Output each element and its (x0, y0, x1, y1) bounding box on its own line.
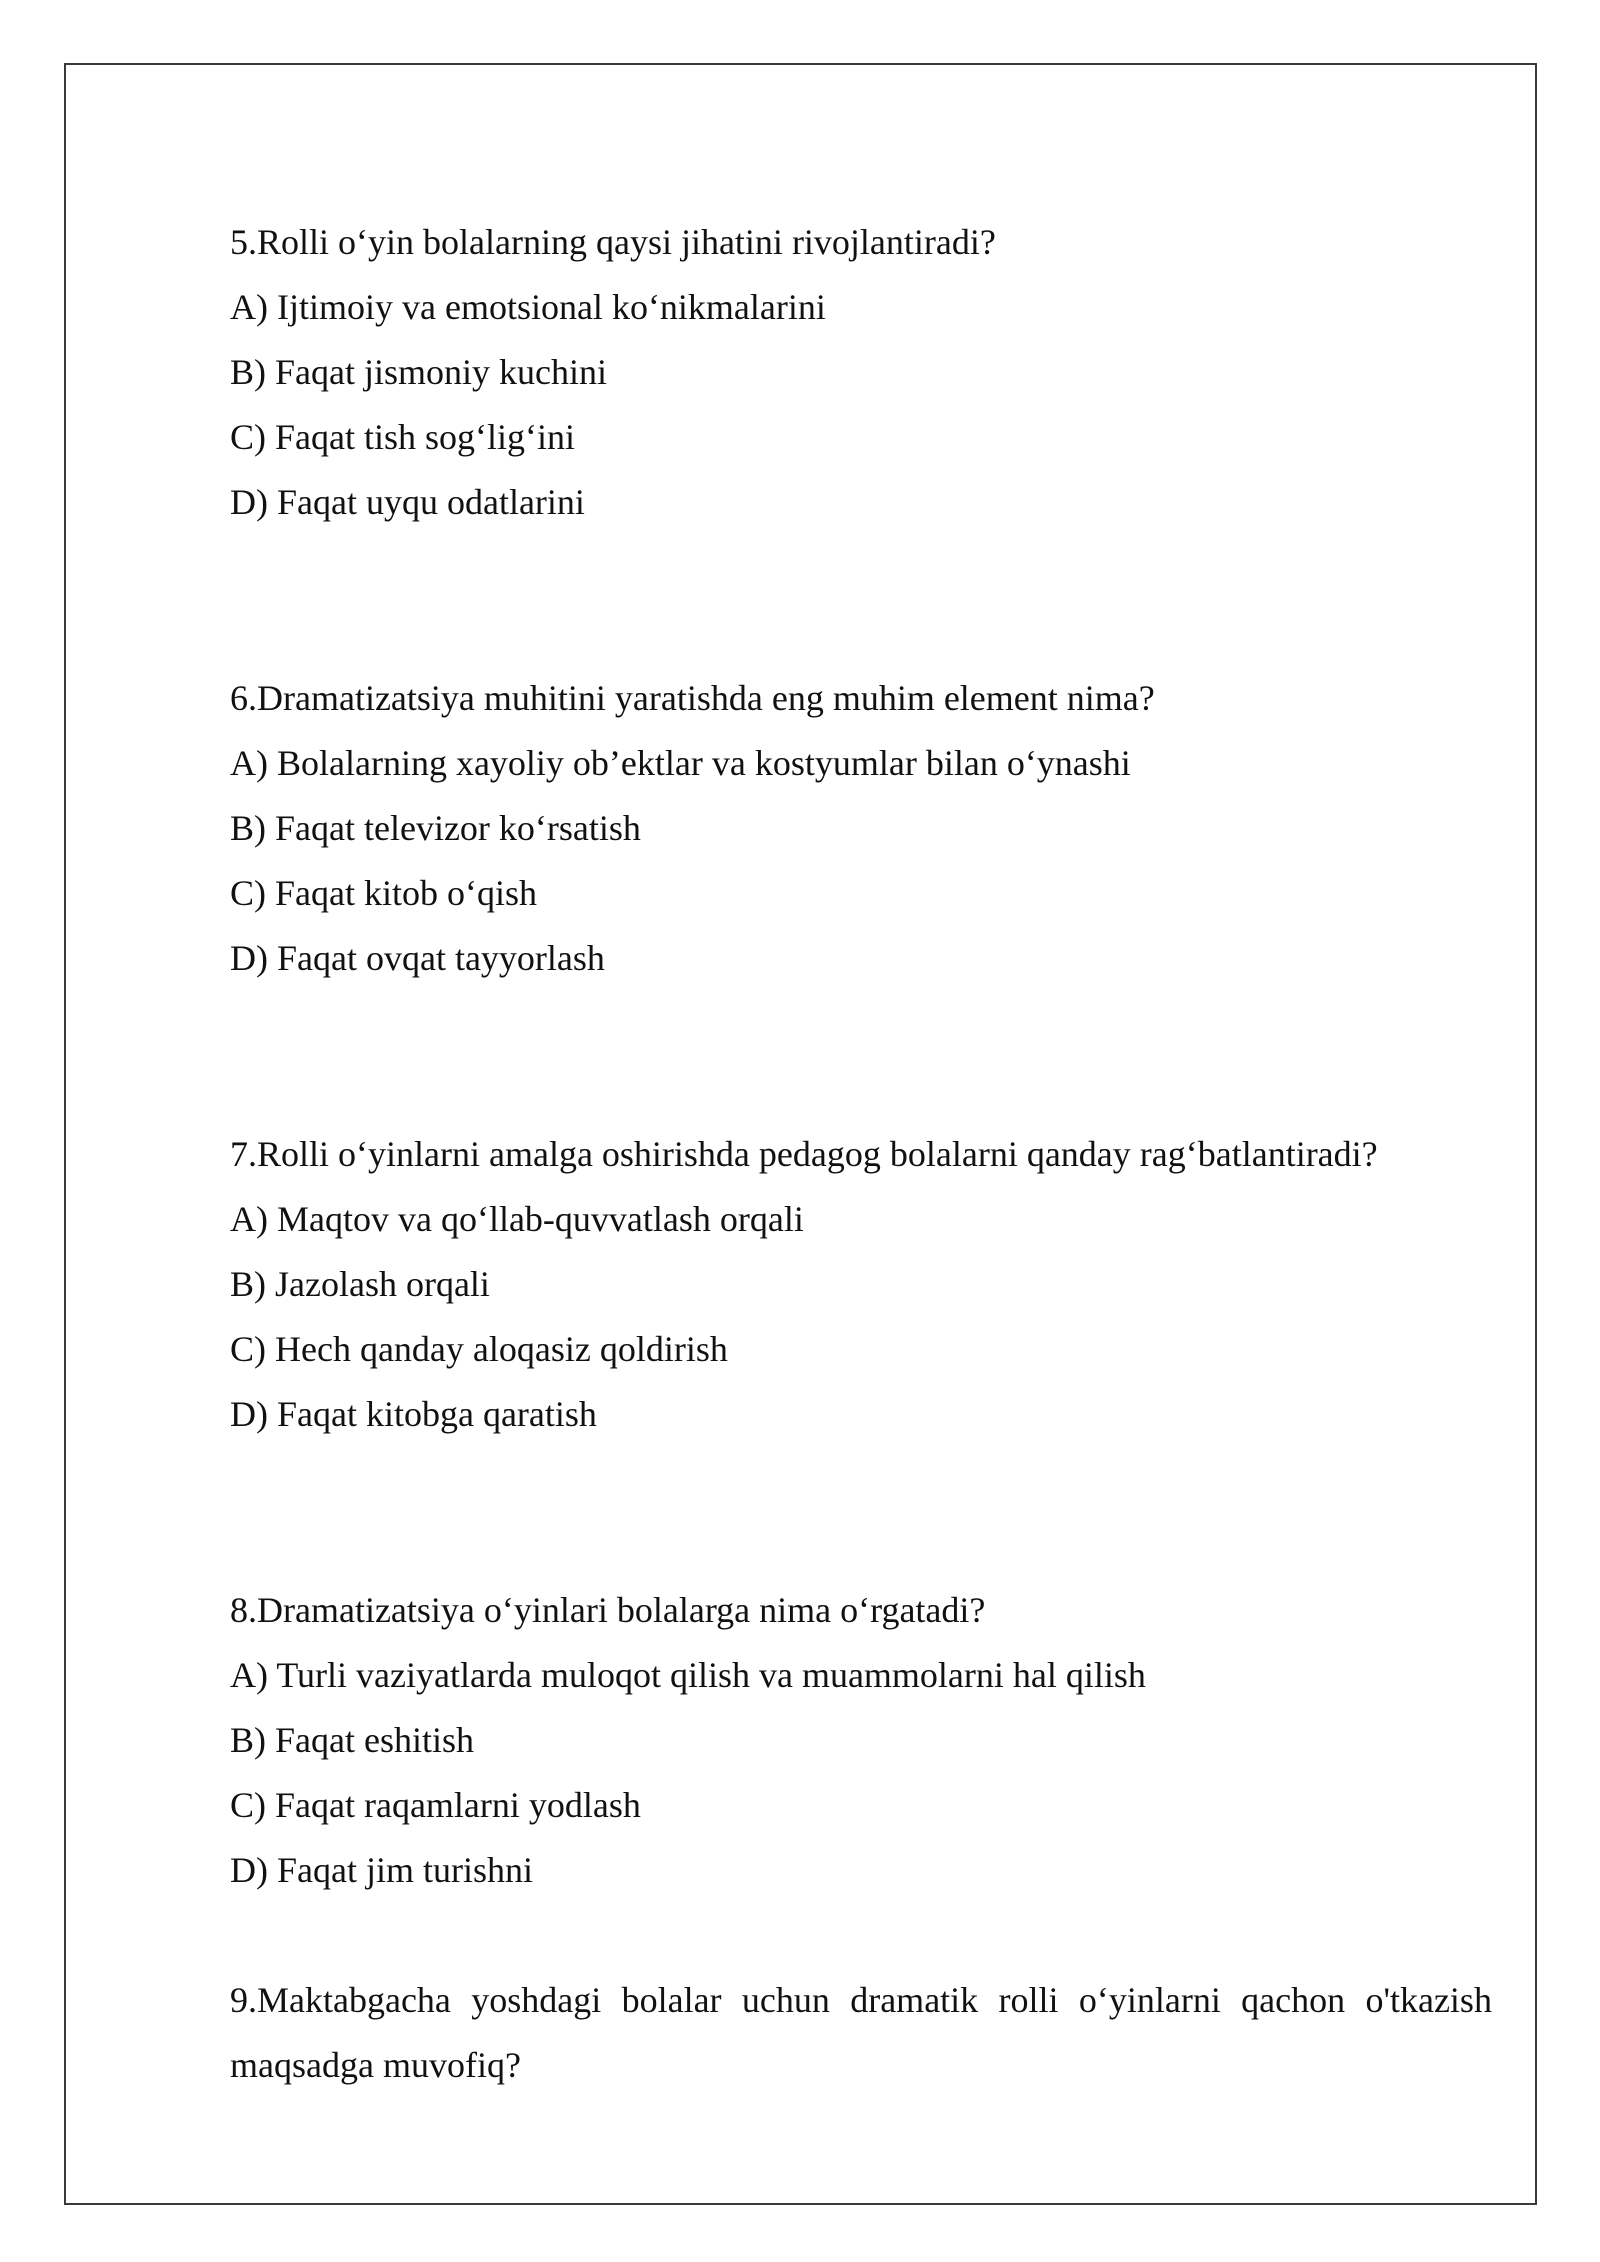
answer-option-d: D) Faqat kitobga qaratish (230, 1394, 597, 1434)
question-7 (230, 1122, 1492, 1447)
answer-option-d: D) Faqat jim turishni (230, 1850, 533, 1890)
answer-option-a: A) Maqtov va qo‘llab-quvvatlash orqali (230, 1199, 804, 1239)
word: bolalar (621, 1980, 722, 2020)
question-9 (230, 1968, 1492, 2098)
word: o'tkazish (1365, 1980, 1492, 2020)
word: qachon (1241, 1980, 1346, 2020)
spacer (230, 1903, 1492, 1968)
document-content (230, 210, 1492, 2098)
question-text: 7.Rolli o‘yinlarni amalga oshirishda pedagog bolalarni qanday rag‘batlantiradi? (230, 1134, 1378, 1174)
answer-option-a: A) Bolalarning xayoliy ob’ektlar va kostyumlar bilan o‘ynashi (230, 743, 1131, 783)
word: o‘yinlarni (1078, 1980, 1221, 2020)
word: uchun (741, 1980, 830, 2020)
spacer (230, 1447, 1492, 1578)
answer-option-c: C) Faqat kitob o‘qish (230, 873, 537, 913)
spacer (230, 991, 1492, 1122)
answer-option-a: A) Turli vaziyatlarda muloqot qilish va muammolarni hal qilish (230, 1655, 1146, 1695)
answer-option-c: C) Faqat raqamlarni yodlash (230, 1785, 641, 1825)
answer-option-a: A) Ijtimoiy va emotsional ko‘nikmalarini (230, 287, 826, 327)
answer-option-b: B) Faqat eshitish (230, 1720, 474, 1760)
answer-option-d: D) Faqat ovqat tayyorlash (230, 938, 605, 978)
question-text: 5.Rolli o‘yin bolalarning qaysi jihatini rivojlantiradi? (230, 222, 996, 262)
word: yoshdagi (471, 1980, 602, 2020)
question-text-line-2: maqsadga muvofiq? (230, 2045, 521, 2085)
word: 9.Maktabgacha (230, 1980, 451, 2020)
answer-option-b: B) Faqat televizor ko‘rsatish (230, 808, 641, 848)
spacer (230, 535, 1492, 666)
answer-option-c: C) Hech qanday aloqasiz qoldirish (230, 1329, 728, 1369)
question-5 (230, 210, 1492, 535)
answer-option-b: B) Faqat jismoniy kuchini (230, 352, 607, 392)
word: dramatik (850, 1980, 979, 2020)
answer-option-c: C) Faqat tish sog‘lig‘ini (230, 417, 575, 457)
answer-option-b: B) Jazolash orqali (230, 1264, 490, 1304)
question-text: 6.Dramatizatsiya muhitini yaratishda eng muhim element nima? (230, 678, 1155, 718)
word: rolli (998, 1980, 1059, 2020)
question-8 (230, 1578, 1492, 1903)
question-6 (230, 666, 1492, 991)
answer-option-d: D) Faqat uyqu odatlarini (230, 482, 585, 522)
question-text-line-1 (230, 1968, 1492, 2033)
question-text: 8.Dramatizatsiya o‘yinlari bolalarga nima o‘rgatadi? (230, 1590, 986, 1630)
